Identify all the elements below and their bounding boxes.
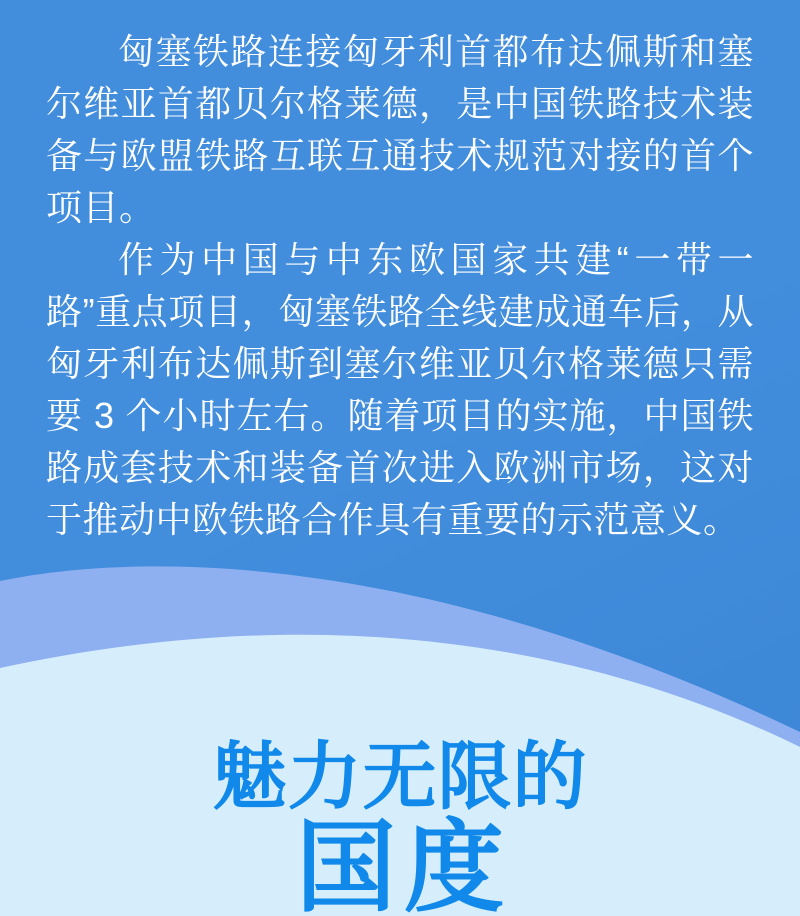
paragraph-1: 匈塞铁路连接匈牙利首都布达佩斯和塞尔维亚首都贝尔格莱德，是中国铁路技术装备与欧盟铁路互联互通技术规范对接的首个项目。 xyxy=(46,31,754,228)
title-line-2: 国度 xyxy=(296,812,512,916)
title-line-1: 魅力无限的 xyxy=(212,737,588,819)
section-title xyxy=(0,737,800,916)
article-text xyxy=(46,26,754,546)
paragraph-2: 作为中国与中东欧国家共建“一带一路”重点项目，匈塞铁路全线建成通车后，从匈牙利布达佩斯到塞尔维亚贝尔格莱德只需要 3 个小时左右。随着项目的实施，中国铁路成套技术和装备首次进入欧洲市场，这对于推动中欧铁路合作具有重要的示范意义。 xyxy=(46,239,754,540)
